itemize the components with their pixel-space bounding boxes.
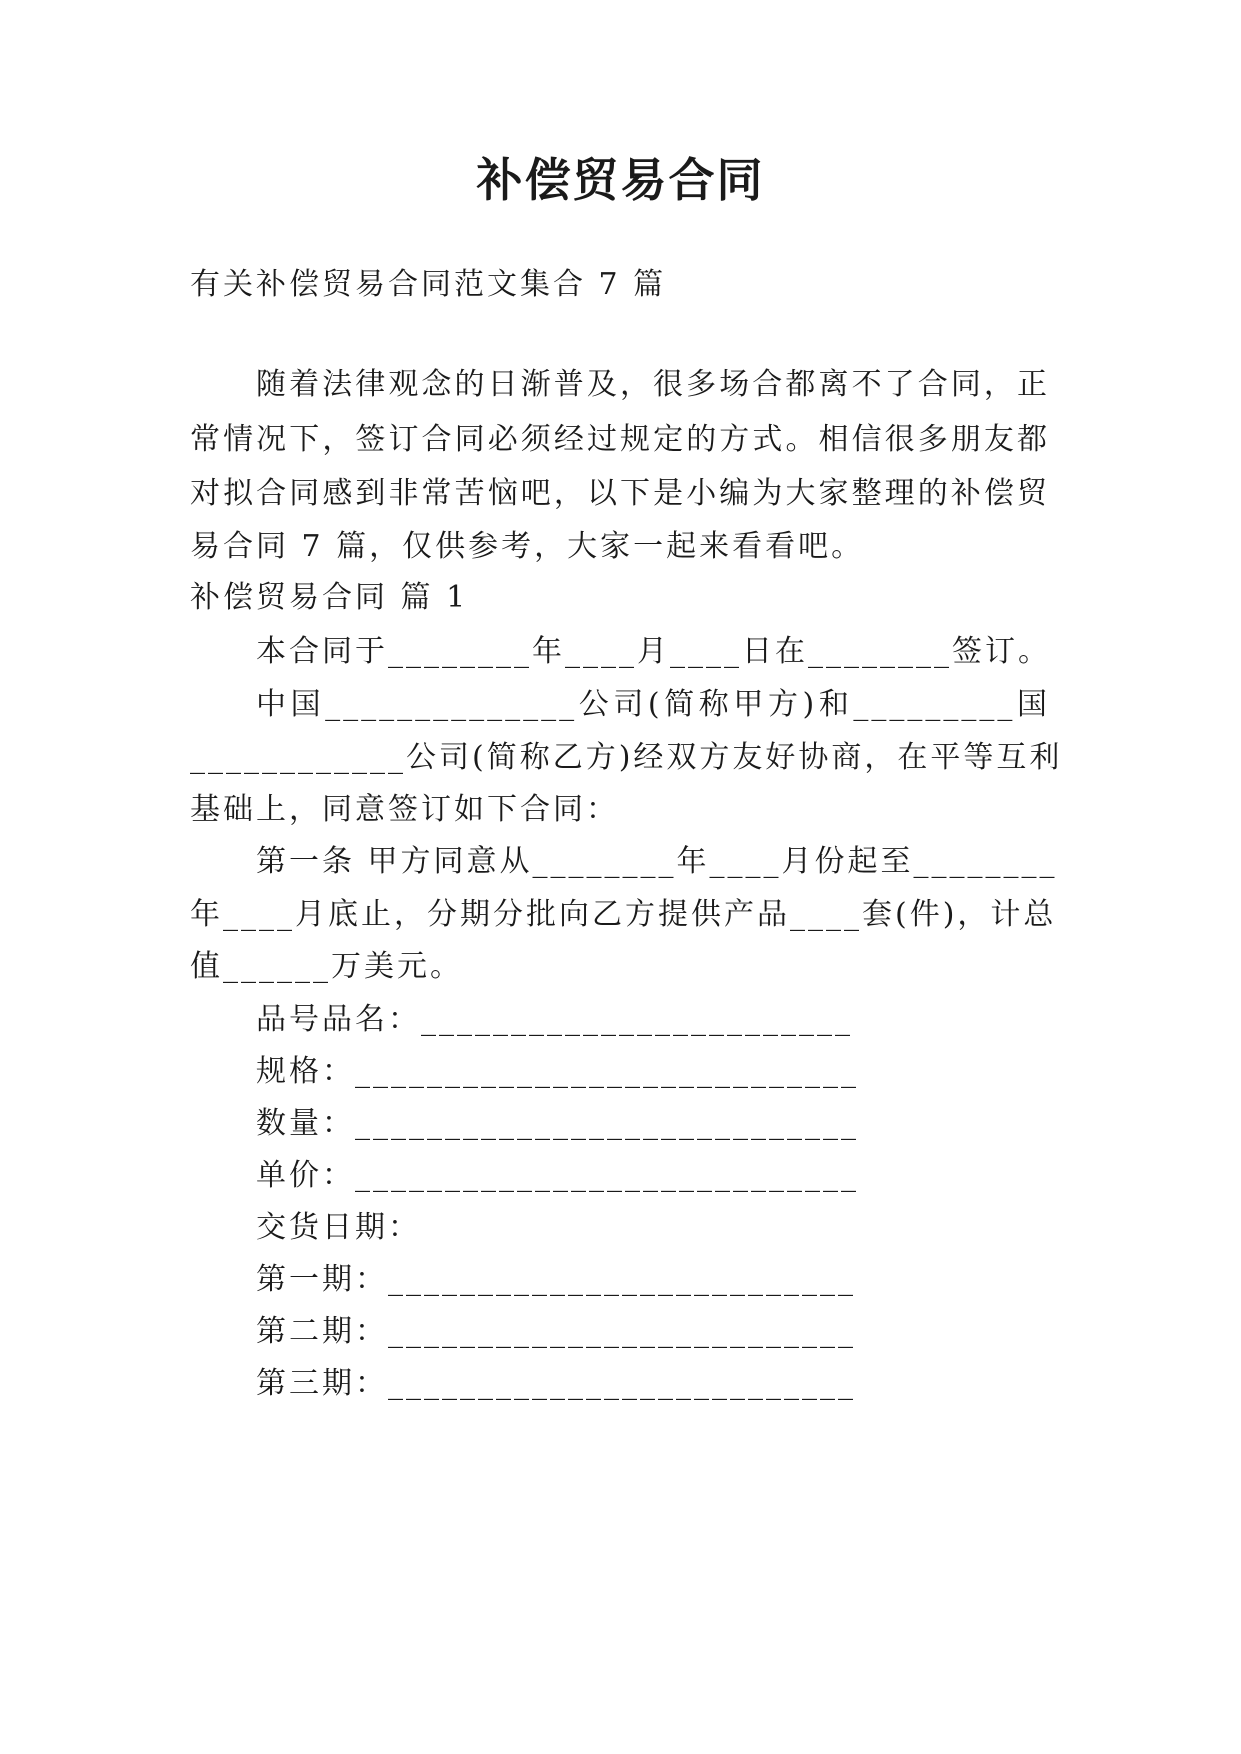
document-title: 补偿贸易合同	[476, 153, 765, 207]
field-product-name: 品号品名：________________________	[256, 1002, 853, 1037]
contract-clause-line: 值______万美元。	[190, 949, 463, 984]
field-period-2: 第二期：__________________________	[256, 1314, 856, 1349]
intro-line: 对拟合同感到非常苦恼吧，以下是小编为大家整理的补偿贸	[190, 476, 1050, 511]
contract-line: ____________公司(简称乙方)经双方友好协商，在平等互利	[190, 740, 1063, 775]
contract-clause-line: 年____月底止，分期分批向乙方提供产品____套(件)，计总	[190, 897, 1057, 932]
field-quantity: 数量：____________________________	[256, 1106, 859, 1141]
field-period-1: 第一期：__________________________	[256, 1262, 856, 1297]
section-heading: 补偿贸易合同 篇 1	[190, 580, 469, 615]
document-subtitle: 有关补偿贸易合同范文集合 7 篇	[190, 267, 667, 302]
intro-line: 常情况下，签订合同必须经过规定的方式。相信很多朋友都	[190, 422, 1050, 457]
field-specification: 规格：____________________________	[256, 1054, 859, 1089]
contract-line: 本合同于________年____月____日在________签订。	[256, 634, 1051, 669]
intro-line: 随着法律观念的日渐普及，很多场合都离不了合同，正	[256, 367, 1050, 402]
contract-line: 中国______________公司(简称甲方)和_________国	[256, 687, 1050, 722]
contract-line: 基础上，同意签订如下合同：	[190, 792, 619, 827]
contract-clause-line: 第一条 甲方同意从________年____月份起至________	[256, 844, 1058, 879]
field-delivery-date: 交货日期：	[256, 1210, 421, 1245]
intro-line: 易合同 7 篇，仅供参考，大家一起来看看吧。	[190, 529, 865, 564]
field-unit-price: 单价：____________________________	[256, 1158, 859, 1193]
field-period-3: 第三期：__________________________	[256, 1366, 856, 1401]
